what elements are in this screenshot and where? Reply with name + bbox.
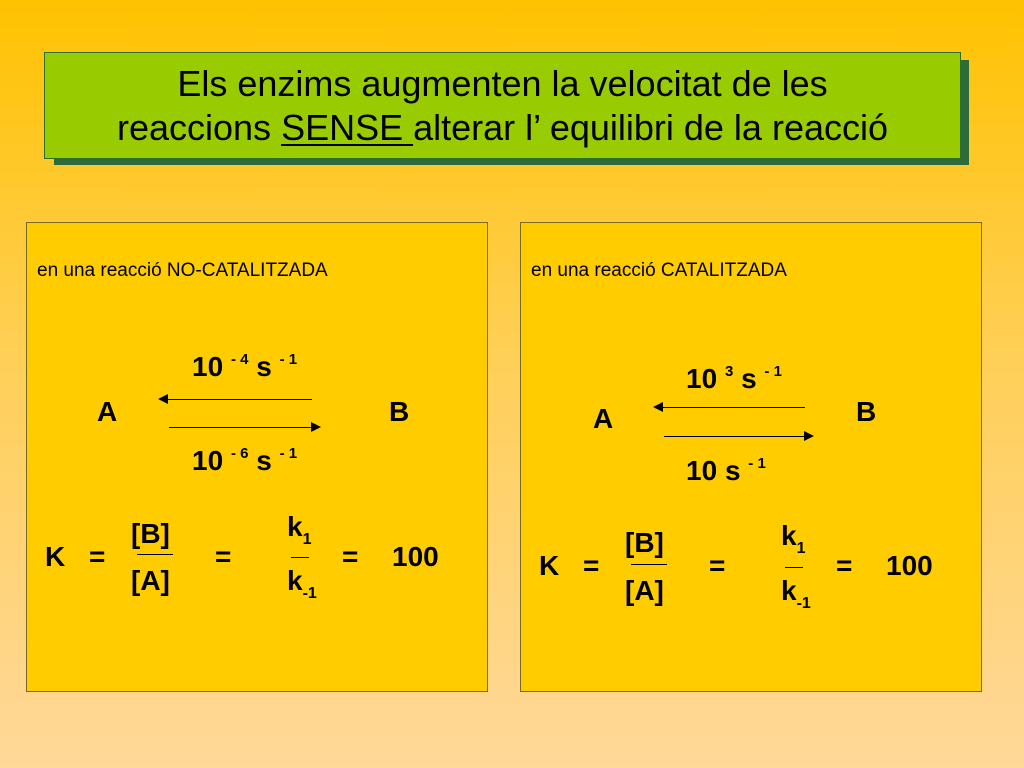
k-subscript: 1: [796, 540, 806, 557]
rate-exponent: 3: [724, 363, 734, 380]
rate-unit: s: [741, 363, 757, 394]
rate-unit-exponent: - 1: [279, 351, 298, 368]
k-symbol: k: [287, 511, 303, 542]
k-subscript: 1: [302, 531, 312, 548]
equilibrium-value: 100: [392, 541, 439, 572]
k-denominator: [781, 575, 811, 612]
rate-unit: s: [256, 351, 272, 382]
rate-base: 10: [192, 351, 224, 382]
product-label: B: [389, 396, 410, 427]
title-line-2-start: reaccions: [116, 106, 282, 148]
equals-sign: =: [583, 550, 600, 581]
reverse-arrow: [160, 399, 312, 400]
fraction-bar: [785, 567, 803, 568]
fraction-bar: [137, 554, 173, 555]
rate-base: 10: [192, 445, 224, 476]
rate-unit-exponent: - 1: [748, 455, 766, 472]
equals-sign: =: [836, 550, 853, 581]
concentration-numerator: [B]: [625, 527, 664, 558]
title-line-1: Els enzims augmenten la velocitat de les: [177, 62, 828, 104]
fraction-bar: [291, 557, 309, 558]
k-symbol: k: [287, 565, 303, 596]
catalyzed-panel: [520, 222, 982, 692]
concentration-numerator: [B]: [131, 518, 170, 549]
title-box: [44, 52, 961, 159]
k-numerator: [287, 511, 312, 548]
title-line-2-end: alterar l’ equilibri de la reacció: [413, 106, 888, 148]
fraction-bar: [631, 564, 667, 565]
equilibrium-constant-symbol: K: [45, 541, 66, 572]
uncatalyzed-panel: [26, 222, 488, 692]
rate-exponent: - 4: [230, 351, 249, 368]
equals-sign: =: [89, 541, 106, 572]
panel-caption: en una reacció CATALITZADA: [531, 260, 787, 281]
reverse-arrow: [655, 407, 805, 408]
k-subscript: -1: [796, 595, 811, 612]
reactant-label: A: [593, 403, 614, 434]
equals-sign: =: [709, 550, 726, 581]
concentration-denominator: [A]: [625, 575, 664, 606]
forward-rate-constant: [686, 455, 766, 487]
k-numerator: [781, 520, 806, 557]
rate-base: 10: [686, 363, 718, 394]
rate-unit-exponent: - 1: [764, 363, 782, 380]
k-symbol: k: [781, 520, 797, 551]
equilibrium-constant-symbol: K: [539, 550, 560, 581]
title-underlined-word: SENSE: [281, 106, 414, 148]
rate-unit: s: [256, 445, 272, 476]
rate-base: 10: [686, 455, 718, 486]
equals-sign: =: [215, 541, 232, 572]
k-subscript: -1: [302, 585, 317, 602]
concentration-denominator: [A]: [131, 565, 170, 596]
k-symbol: k: [781, 575, 797, 606]
k-denominator: [287, 565, 317, 602]
rate-unit: s: [724, 455, 741, 486]
title-line-2: [117, 106, 888, 150]
rate-unit-exponent: - 1: [279, 445, 298, 462]
equals-sign: =: [342, 541, 359, 572]
reverse-rate-constant: [192, 351, 297, 383]
equilibrium-value: 100: [886, 550, 933, 581]
reverse-rate-constant: [686, 363, 782, 395]
forward-arrow: [664, 436, 812, 437]
reactant-label: A: [97, 396, 118, 427]
forward-rate-constant: [192, 445, 297, 477]
rate-exponent: - 6: [230, 445, 249, 462]
product-label: B: [856, 396, 877, 427]
forward-arrow: [169, 427, 319, 428]
panel-caption: en una reacció NO-CATALITZADA: [37, 260, 328, 281]
